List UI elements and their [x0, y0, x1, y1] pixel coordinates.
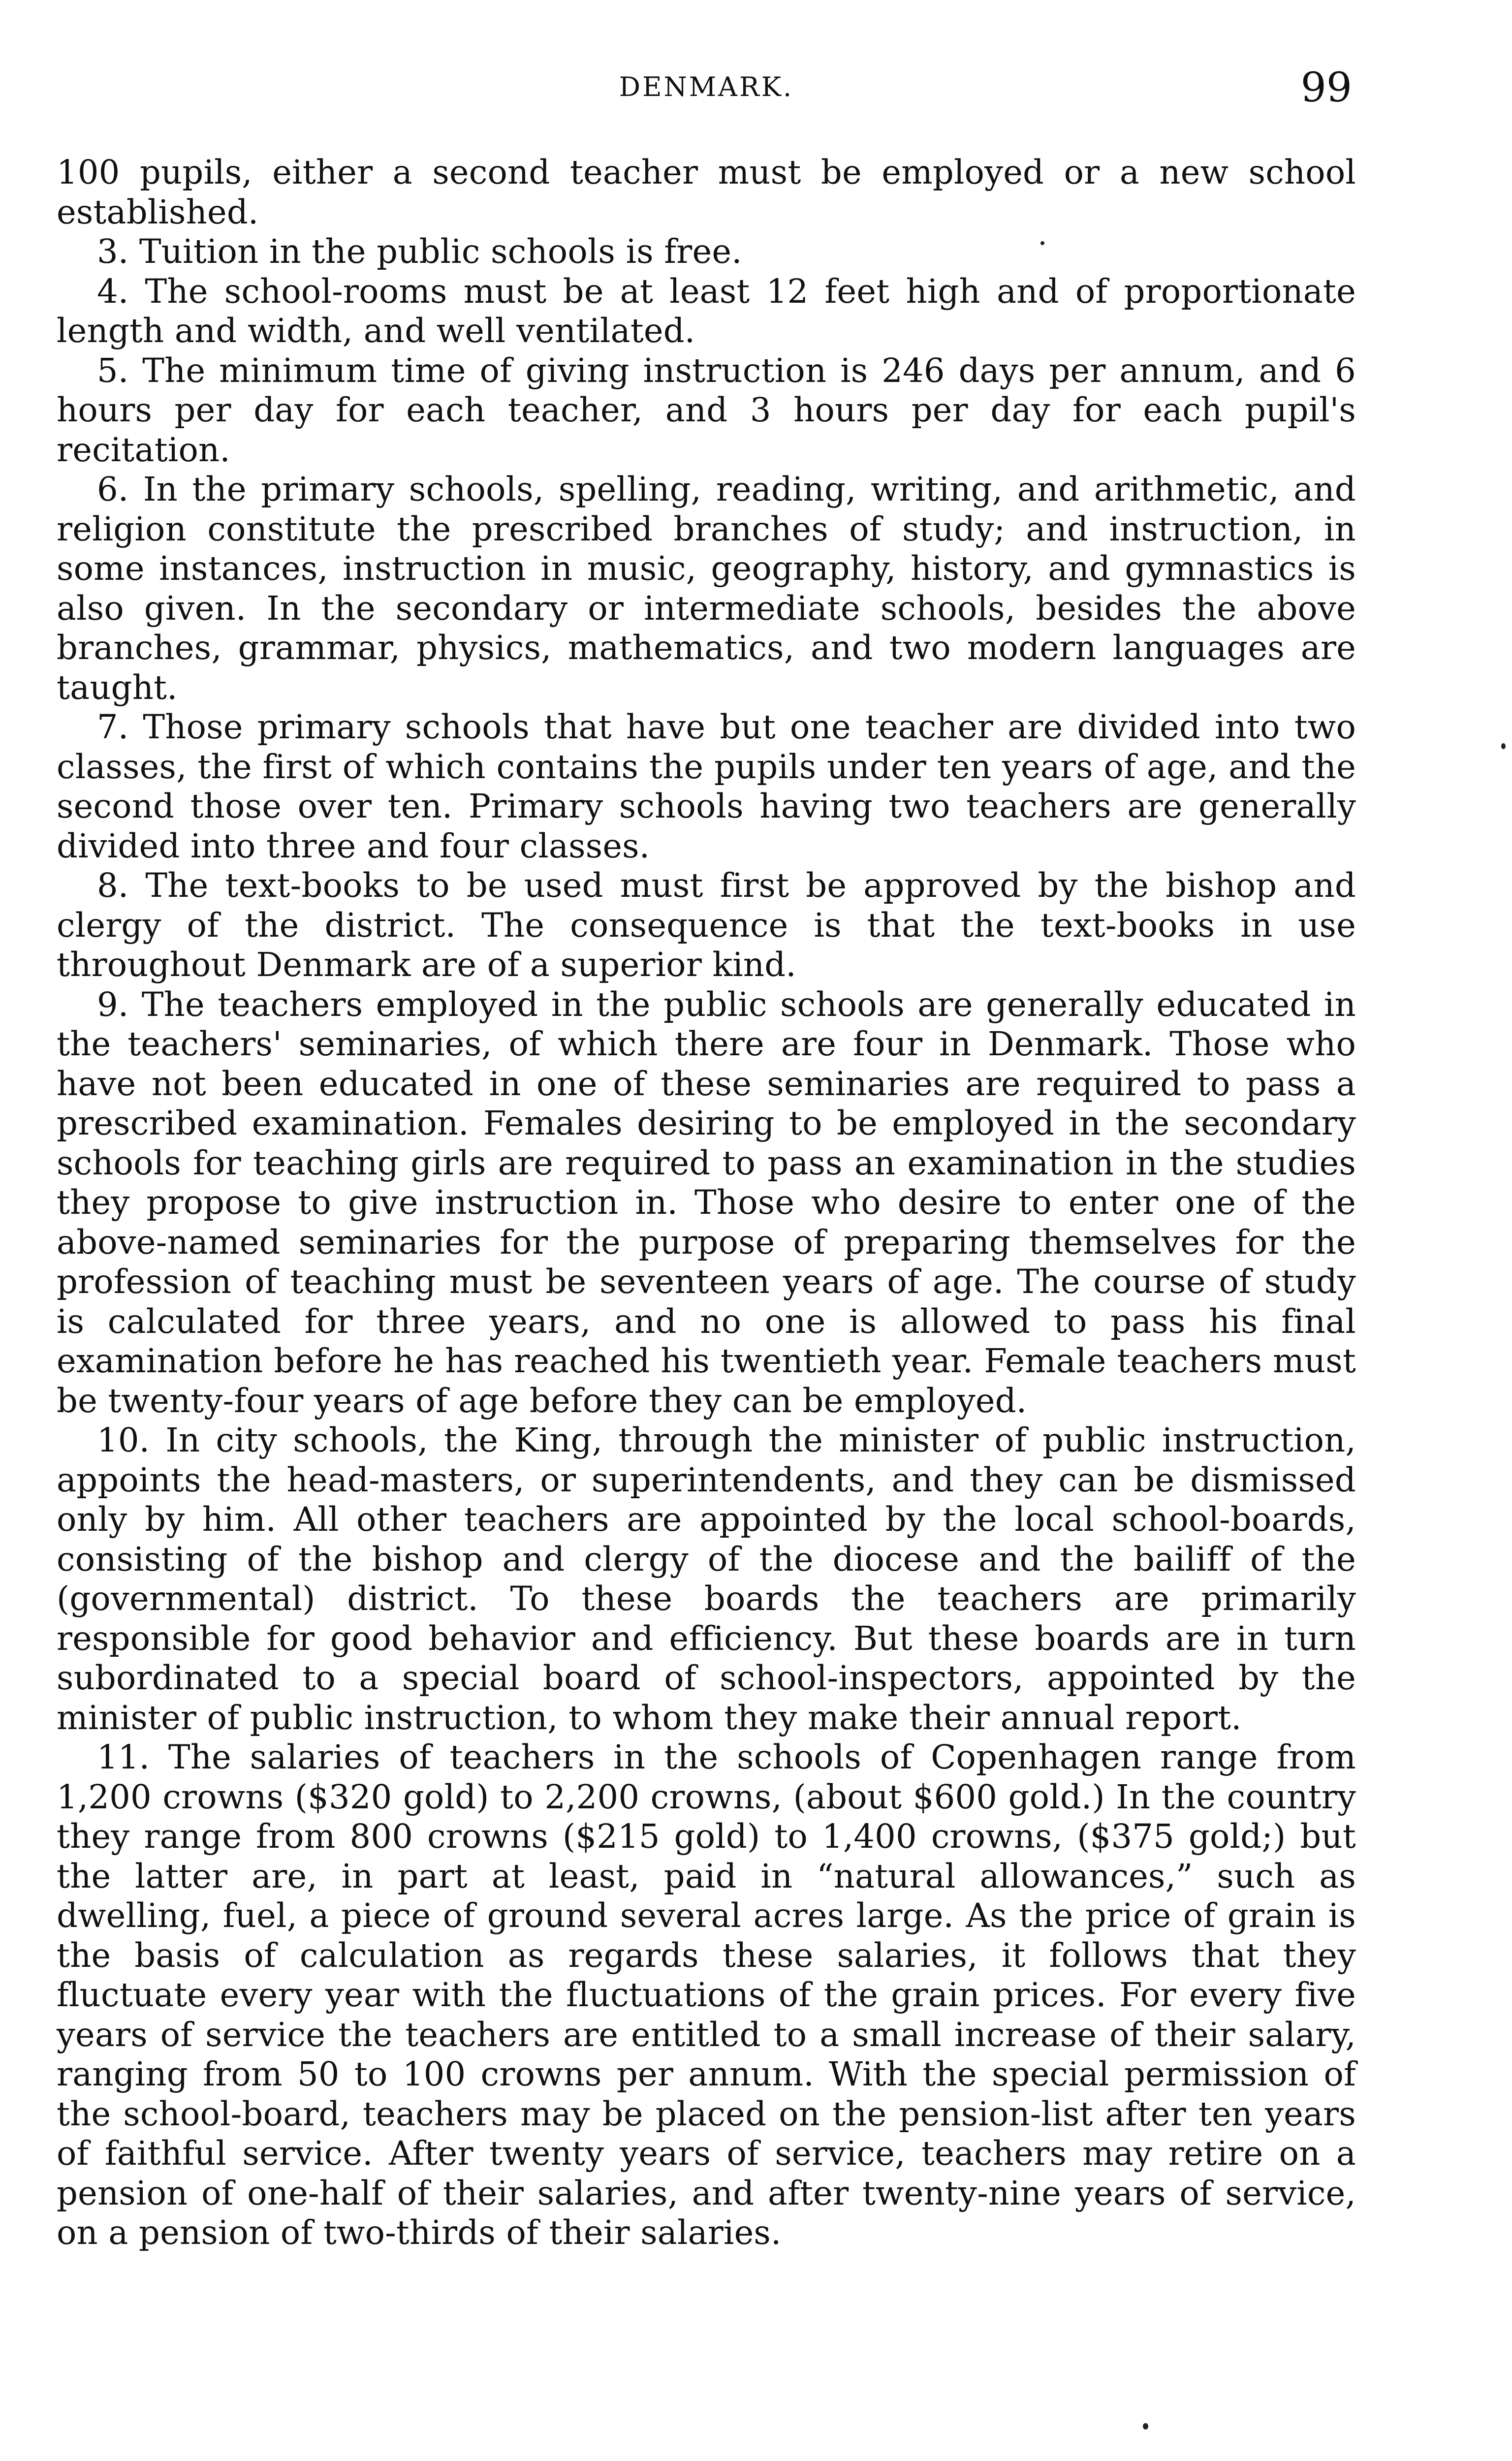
body-text	[57, 153, 1356, 2253]
paragraph-item-11: 11. The salaries of teachers in the schools of Copenhagen range from 1,200 crowns ($320 gold) to 2,200 crowns, (about $600 gold.) In the country they range from 800 crowns ($215 gold) to 1,400 crowns, ($375 gold;) but the latter are, in part at least, paid in “natural allowances,” such as dwelling, fuel, a piece of ground several acres large. As the price of grain is the basis of calculation as regards these salaries, it follows that they fluctuate every year with the fluctuations of the grain prices. For every five years of service the teachers are entitled to a small increase of their salary, ranging from 50 to 100 crowns per annum. With the special permission of the school-board, teachers may be placed on the pension-list after ten years of faithful service. After twenty years of service, teachers may retire on a pension of one-half of their salaries, and after twenty-nine years of service, on a pension of two-thirds of their salaries.	[57, 1738, 1356, 2252]
page-number: 99	[1300, 64, 1352, 111]
paragraph-item-10: 10. In city schools, the King, through the minister of public instruction, appoints the head-masters, or superintendents, and they can be dismissed only by him. All other teachers are appointed by the local school-boards, consisting of the bishop and clergy of the diocese and the bailiff of the (governmental) district. To these boards the teachers are primarily responsible for good behavior and efficiency. But these boards are in turn subordinated to a special board of school-inspectors, appointed by the minister of public instruction, to whom they make their annual report.	[57, 1421, 1356, 1737]
paragraph-item-4: 4. The school-rooms must be at least 12 feet high and of proportionate length and width, and well ventilated.	[57, 272, 1356, 350]
page-header	[57, 59, 1356, 123]
print-speck	[1143, 2423, 1148, 2429]
paragraph-item-6: 6. In the primary schools, spelling, reading, writing, and arithmetic, and religion constitute the prescribed branches of study; and instruction, in some instances, instruction in music, geography, history, and gymnastics is also given. In the secondary or intermediate schools, besides the above branches, grammar, physics, mathematics, and two modern languages are taught.	[57, 470, 1356, 707]
running-head: DENMARK.	[619, 71, 794, 102]
paragraph-continuation: 100 pupils, either a second teacher must be employed or a new school established.	[57, 153, 1356, 231]
paragraph-item-9: 9. The teachers employed in the public schools are generally educated in the teachers' seminaries, of which there are four in Denmark. Those who have not been educated in one of these seminaries are required to pass a prescribed examination. Females desiring to be employed in the secondary schools for teaching girls are required to pass an examination in the studies they propose to give instruction in. Those who desire to enter one of the above-named seminaries for the purpose of preparing themselves for the profession of teaching must be seventeen years of age. The course of study is calculated for three years, and no one is allowed to pass his final examination before he has reached his twentieth year. Female teachers must be twenty-four years of age before they can be employed.	[57, 985, 1356, 1420]
paragraph-item-7: 7. Those primary schools that have but one teacher are divided into two classes, the first of which contains the pupils under ten years of age, and the second those over ten. Primary schools having two teachers are generally divided into three and four classes.	[57, 708, 1356, 865]
paragraph-item-5: 5. The minimum time of giving instruction is 246 days per annum, and 6 hours per day for each teacher, and 3 hours per day for each pupil's recitation.	[57, 351, 1356, 469]
print-speck	[1501, 743, 1506, 749]
print-speck	[1040, 241, 1044, 245]
paragraph-item-8: 8. The text-books to be used must first be approved by the bishop and clergy of the district. The consequence is that the text-books in use throughout Denmark are of a superior kind.	[57, 866, 1356, 984]
paragraph-item-3: 3. Tuition in the public schools is free.	[97, 232, 742, 271]
